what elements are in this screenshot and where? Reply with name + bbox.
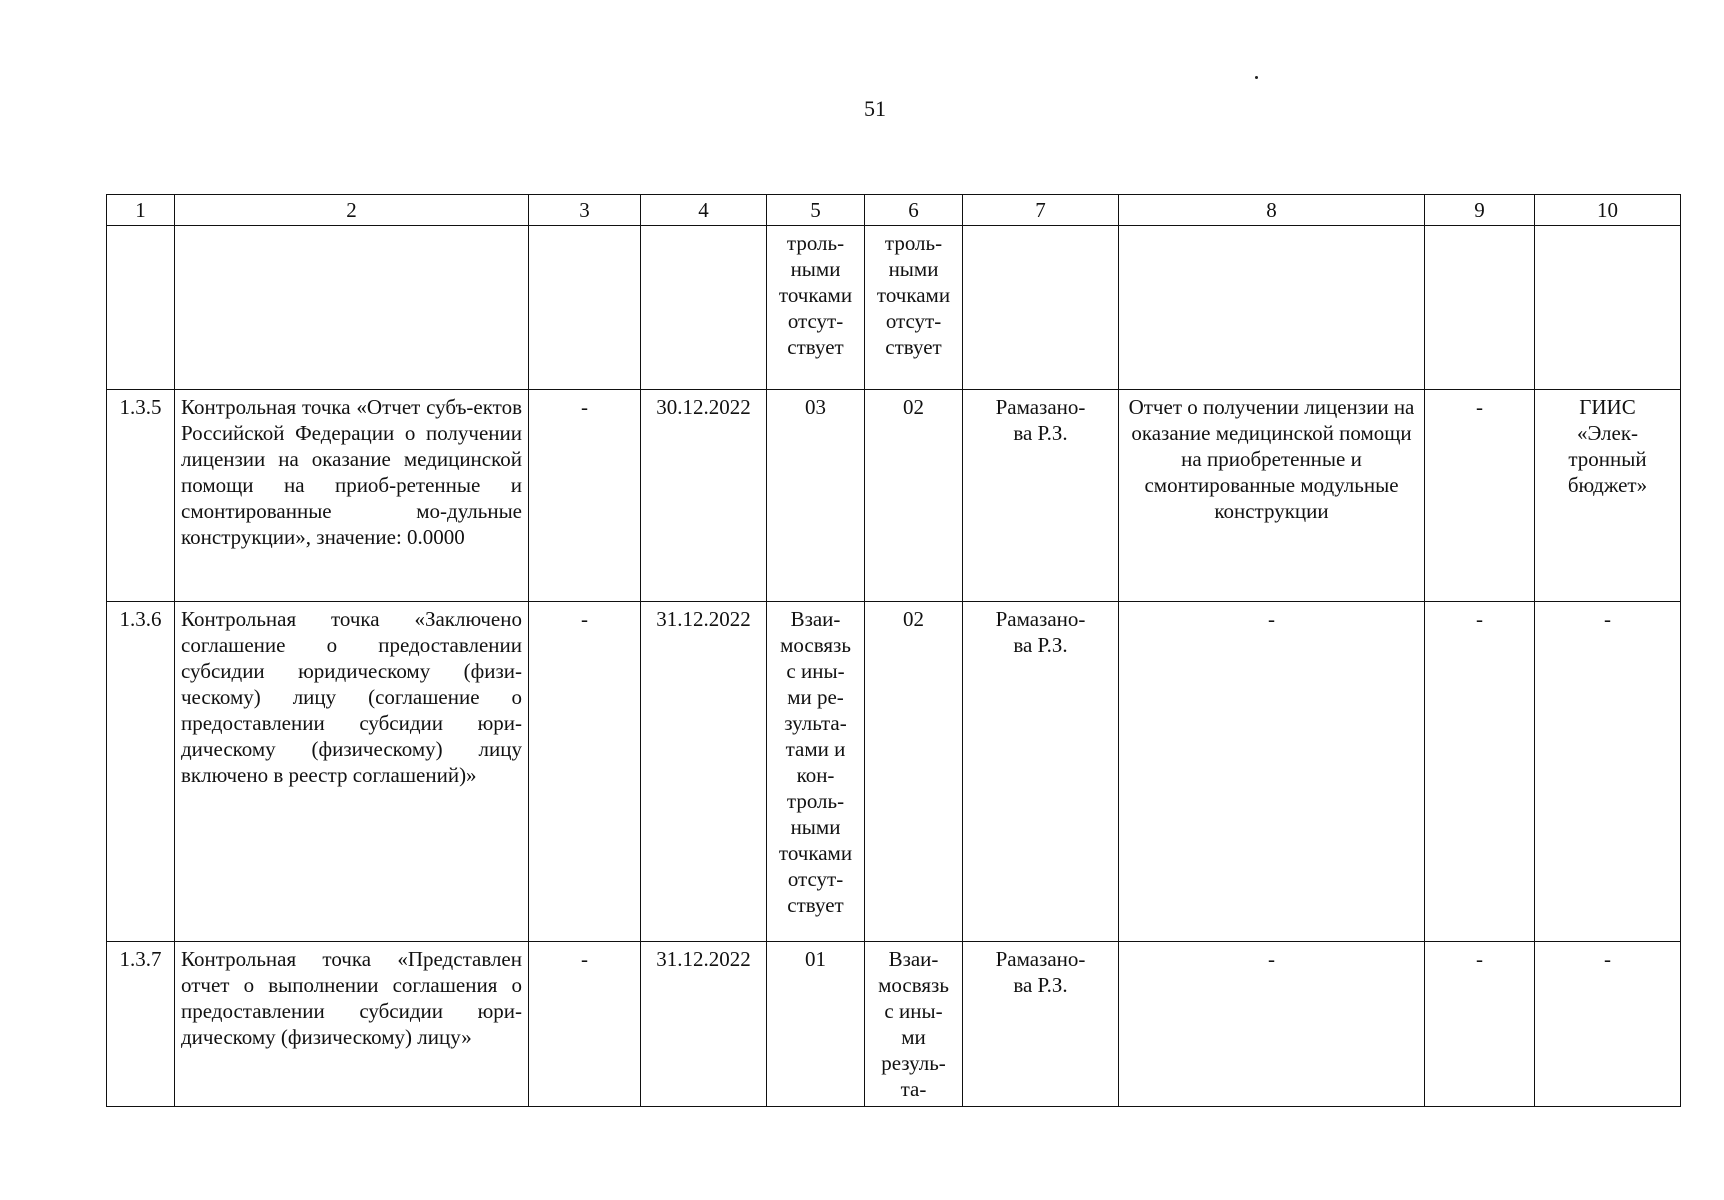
cell-line: -	[1604, 607, 1611, 631]
cell-number: 1.3.7	[107, 942, 175, 1107]
cell-line: тронный	[1568, 447, 1647, 471]
cell-line: зульта-	[784, 711, 847, 735]
cell-line: ными	[888, 257, 939, 281]
cell-col5	[767, 226, 865, 390]
cell-col5	[767, 942, 865, 1107]
cell-line: 02	[903, 607, 924, 631]
cell-line: отсут-	[885, 309, 942, 333]
column-header: 5	[767, 195, 865, 226]
cell-col6	[865, 602, 963, 942]
cell-line: «Элек-	[1576, 421, 1639, 445]
cell-line: ва Р.З.	[1013, 633, 1068, 657]
table-row	[107, 602, 1681, 942]
cell-line: отсут-	[787, 867, 844, 891]
cell-name: Контрольная точка «Отчет субъ-ектов Российской Федерации о получении лицензии на оказание медицинской помощи на приоб-ретенные и смонтированные мо-дульные конструкции», значение: 0.0000	[175, 390, 529, 602]
cell-line: с ины-	[884, 999, 943, 1023]
table-row	[107, 942, 1681, 1107]
cell-col3	[529, 226, 641, 390]
cell-line: ми	[901, 1025, 926, 1049]
cell-col5	[767, 602, 865, 942]
cell-line: Рамазано-	[995, 947, 1086, 971]
cell-col9: -	[1425, 390, 1535, 602]
cell-col3: -	[529, 942, 641, 1107]
cell-line: ва Р.З.	[1013, 973, 1068, 997]
column-header: 1	[107, 195, 175, 226]
cell-line: 01	[805, 947, 826, 971]
cell-line: резуль-	[881, 1051, 946, 1075]
cell-line: мосвязь	[780, 633, 851, 657]
cell-line: Рамазано-	[995, 395, 1086, 419]
cell-line: ствует	[787, 893, 844, 917]
cell-col5	[767, 390, 865, 602]
cell-name: Контрольная точка «Заключено соглашение о предоставлении субсидии юридическому (физи-ческому) лицу (соглашение о предоставлении субсидии юри-дическому (физическому) лицу включено в реестр соглашений)»	[175, 602, 529, 942]
column-header: 6	[865, 195, 963, 226]
cell-line: троль-	[786, 789, 845, 813]
cell-date: 31.12.2022	[641, 942, 767, 1107]
cell-system	[1535, 602, 1681, 942]
cell-line: отсут-	[787, 309, 844, 333]
continuation-row	[107, 226, 1681, 390]
cell-date: 30.12.2022	[641, 390, 767, 602]
cell-line: ными	[790, 257, 841, 281]
cell-line: тами и	[785, 737, 846, 761]
column-header: 10	[1535, 195, 1681, 226]
cell-line: та-	[900, 1077, 927, 1101]
cell-date: 31.12.2022	[641, 602, 767, 942]
cell-result: Отчет о получении лицензии на оказание медицинской помощи на приобретенные и смонтированные модульные конструкции	[1119, 390, 1425, 602]
cell-line: ными	[790, 815, 841, 839]
cell-line: кон-	[796, 763, 835, 787]
cell-line: 03	[805, 395, 826, 419]
cell-line: 02	[903, 395, 924, 419]
cell-system	[1535, 390, 1681, 602]
cell-col9	[1425, 226, 1535, 390]
cell-result: -	[1119, 602, 1425, 942]
cell-col6	[865, 942, 963, 1107]
cell-col6	[865, 226, 963, 390]
cell-system	[1535, 942, 1681, 1107]
cell-responsible	[963, 390, 1119, 602]
cell-name: Контрольная точка «Представлен отчет о выполнении соглашения о предоставлении субсидии юри-дическому (физическому) лицу»	[175, 942, 529, 1107]
table-row	[107, 390, 1681, 602]
cell-responsible	[963, 942, 1119, 1107]
column-header: 4	[641, 195, 767, 226]
column-header: 8	[1119, 195, 1425, 226]
cell-line: троль-	[884, 231, 943, 255]
cell-line: ствует	[787, 335, 844, 359]
scan-dot	[1255, 76, 1258, 79]
cell-col3: -	[529, 390, 641, 602]
cell-line: Рамазано-	[995, 607, 1086, 631]
cell-line: троль-	[786, 231, 845, 255]
cell-line: бюджет»	[1567, 473, 1648, 497]
cell-line: ми ре-	[787, 685, 844, 709]
cell-line: ГИИС	[1579, 395, 1636, 419]
column-header: 2	[175, 195, 529, 226]
cell-line: точками	[876, 283, 951, 307]
cell-col6	[865, 390, 963, 602]
control-points-table	[106, 194, 1681, 1107]
cell-col3: -	[529, 602, 641, 942]
cell-line: точками	[778, 283, 853, 307]
cell-number	[107, 226, 175, 390]
cell-line: ва Р.З.	[1013, 421, 1068, 445]
column-number-row	[107, 195, 1681, 226]
cell-line: ствует	[885, 335, 942, 359]
cell-line: точками	[778, 841, 853, 865]
cell-name	[175, 226, 529, 390]
cell-responsible	[963, 226, 1119, 390]
page-number: 51	[864, 96, 886, 121]
column-header: 9	[1425, 195, 1535, 226]
cell-line: Взаи-	[790, 607, 841, 631]
cell-number: 1.3.5	[107, 390, 175, 602]
cell-result: -	[1119, 942, 1425, 1107]
column-header: 3	[529, 195, 641, 226]
cell-date	[641, 226, 767, 390]
cell-system	[1535, 226, 1681, 390]
cell-responsible	[963, 602, 1119, 942]
cell-col9: -	[1425, 942, 1535, 1107]
column-header: 7	[963, 195, 1119, 226]
cell-line: -	[1604, 947, 1611, 971]
cell-line: Взаи-	[888, 947, 939, 971]
cell-number: 1.3.6	[107, 602, 175, 942]
cell-col9: -	[1425, 602, 1535, 942]
cell-line: с ины-	[786, 659, 845, 683]
cell-result	[1119, 226, 1425, 390]
cell-line: мосвязь	[878, 973, 949, 997]
